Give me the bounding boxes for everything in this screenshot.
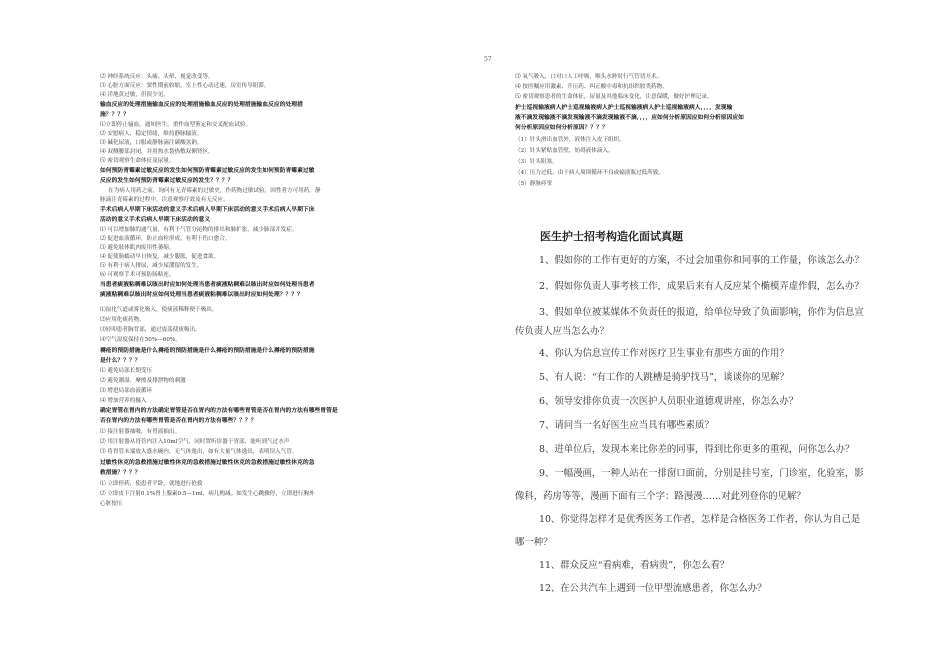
left-line-text: ⑶轻叩患者胸背部，通过震荡使痰吸出。 <box>100 327 201 333</box>
interview-question: 9、一幅漫画，一种人站在一排窗口面前，分别是挂号室，门诊室，化验室，影 <box>539 468 864 479</box>
right-line-heading: 何分析原因应如何分析原因？？？？ <box>515 125 608 131</box>
left-line-heading: 手术后病人早期下床活动的意义手术后病人早期下床活动的意义手术后病人早期下床 <box>100 207 315 213</box>
left-line-text: ⑴ 避免局部长期受压 <box>100 368 153 374</box>
left-line-text: ⑴ 接注射器抽吸，有胃液抽出。 <box>100 429 181 435</box>
left-line-heading: 是什么？？？？ <box>100 358 141 364</box>
right-line-text: ⑶ 氧气吸入，口对口人工呼吸，喉头水肿时行气管切开术。 <box>515 74 663 80</box>
left-line-heading: 救措施？？？？ <box>100 470 141 476</box>
left-line-text: ⑵ 用注射器从胃管内注入10ml空气，同时置听诊器于胃部，能听到气过水声 <box>100 439 290 445</box>
left-line-text: ⑸ 密切观察生命体征及尿量。 <box>100 158 175 164</box>
left-line-heading: 施？？？？ <box>100 112 129 118</box>
left-line-heading: 活动的意义手术后病人早期下床活动的意义 <box>100 217 211 223</box>
left-line-text: ⑶ 心脏方面反应：窦性期前收缩，室上性心动过速，房室传导阻滞。 <box>100 83 270 89</box>
left-line-text: 脉滴注青霉素的过程中，注意观察疗效及有无反应。 <box>100 197 229 203</box>
left-line-text: ⑷ 洋地黄过敏，但很少见。 <box>100 92 169 98</box>
interview-question: 3、假如单位被某媒体不负责任的报道，给单位导致了负面影响，你作为信息宣 <box>539 307 864 318</box>
left-line-text: ⑵ 安慰病人，稳定情绪，维持静脉输液。 <box>100 131 203 137</box>
interview-question: 6、领导安排你负责一次医护人员职业道德观讲座，你怎么办？ <box>539 396 799 407</box>
right-line-text: ⑷ 按医嘱应用激素、升压药、纠正酸中毒和抗组织胺类药物。 <box>515 84 668 90</box>
interview-question: 7、请问当一名好医生应当具有哪些素质？ <box>539 420 714 431</box>
left-line-text: ⑵ 立即皮下注射0.1%肾上腺素0.5—1ml，病儿酌减。如发生心跳骤停，立即进行胸外 <box>100 491 315 497</box>
page-mark: 57 <box>484 56 492 63</box>
interview-question: 10、你觉得怎样才是优秀医务工作者，怎样是合格医务工作者，你认为自己是 <box>539 514 861 525</box>
interview-question: 8、进单位后，发现本来比你差的同事，得到比你更多的重视，问你怎么办？ <box>539 444 855 455</box>
left-line-heading: 否在胃内的方法有哪些胃管是否在胃内的方法有哪些？？？？ <box>100 418 257 424</box>
right-line-text: （2）针头紧贴血管壁，妨碍液体滴入。 <box>515 148 614 154</box>
left-line-text: ⑹ 可观察手术可预防肠粘连。 <box>100 272 175 278</box>
interview-question: 4、你认为信息宣传工作对医疗卫生事业有那些方面的作用？ <box>539 348 789 359</box>
right-line-text: （4）压力过低，由于病人周围循环不良或输液瓶过低所致。 <box>515 170 664 176</box>
left-line-heading: 痰液粘稠难以咳出时应如何处理当患者痰液粘稠难以咳出时应如何处理？？？？ <box>100 292 303 298</box>
interview-question: 11、群众反应“看病难，看病贵”，你怎么看？ <box>539 560 730 571</box>
left-line-text: ⑷空气湿度保持在50%—60%。 <box>100 337 181 343</box>
right-line-heading: 液不滴发现输液不滴发现输液不滴发现输液不滴，，，，应如何分析原因应如何分析原因应如 <box>515 115 744 121</box>
interview-question: 2、假如你负责人事考核工作，成果后来有人反应某个椭模弄虚作假，怎么办？ <box>539 281 864 292</box>
left-line-heading: 过敏性休克的急救措施过敏性休克的急救措施过敏性休克的急救措施过敏性休克的急 <box>100 460 315 466</box>
left-line-text: ⑶ 碱化尿液，口服或静脉滴注碳酸氢钠。 <box>100 140 203 146</box>
interview-question: 1、假如你的工作有更好的方案，不过会加重你和同事的工作量，你该怎么办？ <box>539 255 864 266</box>
left-line-text: ⑴ 立即停药，使患者平卧，就地进行抢救 <box>100 481 203 487</box>
left-line-heading: 反应的发生如何预防青霉素过敏反应的发生？？？？ <box>100 178 234 184</box>
left-line-text: ⑵应用化痰药物。 <box>100 317 145 323</box>
left-line-text: ⑷ 双侧腰部封闭，并用热水袋热敷双侧肾区。 <box>100 149 214 155</box>
interview-question: 传负责人应当怎么办？ <box>515 326 609 337</box>
left-line-heading: 输血反应的处理措施输血反应的处理措施输血反应的处理措施输血反应的处理措 <box>100 102 303 108</box>
left-line-text: ⑶ 增进局部血液循环 <box>100 388 153 394</box>
right-line-text: ⑸ 密切观察患者的生命体征，尿量及其他临床变化，注意保暖，做好护理记录。 <box>515 94 713 100</box>
right-line-heading: 护士巡视输液病人护士巡视输液病人护士巡视输液病人护士巡视输液病人，，，，发现输 <box>515 105 733 111</box>
left-line-text: ⑴湿化气道或雾化吸入，使痰液稀释便于吸出。 <box>100 307 218 313</box>
interview-question: 5、有人说：“有工作的人跳槽是骑驴找马”，谈谈你的见解？ <box>539 372 789 383</box>
left-line-heading: 如何预防青霉素过敏反应的发生如何预防青霉素过敏反应的发生如何预防青霉素过敏 <box>100 168 315 174</box>
left-line-text: 在为病人用药之前，询问有无青霉素的过敏史，作药物过敏试验，因性者方可用药。静 <box>108 188 321 194</box>
left-line-heading: 褥疮的预防措施是什么褥疮的预防措施是什么褥疮的预防措施是什么褥疮的预防措施 <box>100 348 315 354</box>
left-line-text: ⑸ 有利于病人排尿，减少尿潴留的发生。 <box>100 263 203 269</box>
left-line-heading: 当患者痰液粘稠难以咳出时应如何处理当患者痰液粘稠难以咳出时应如何处理当患者 <box>100 282 315 288</box>
left-line-heading: 确定胃管在胃内的方法确定胃管是否在胃内的方法有哪些胃管是否在胃内的方法有哪些胃管是 <box>100 408 338 414</box>
left-line-text: ⑵ 促进血液循环，防止血栓形成，有利于伤口愈合。 <box>100 236 231 242</box>
left-line-text: 心脏按压 <box>100 501 123 507</box>
interview-question: 像科，药房等等，漫画下面有三个字：路漫漫……对此列登你的见解？ <box>515 491 806 502</box>
interview-question: 12、在公共汽车上遇到一位甲型流感患者，你怎么办？ <box>539 583 767 594</box>
left-line-text: ⑵ 避免潮湿、摩擦及排泄物的刺激 <box>100 378 186 384</box>
left-line-text: ⑴ 可以增加肺的通气量，有利于气管分泌物的排出和肺扩张，减少肺部并发症。 <box>100 227 298 233</box>
left-line-text: ⑷ 促使肠蠕动早日恢复，减少腹胀，促进食欲。 <box>100 254 220 260</box>
interview-title: 医生护士招考构造化面试真题 <box>540 230 683 243</box>
left-line-text: ⑷ 增加营养的摄入 <box>100 398 147 404</box>
right-line-text: （1）针头滑出血管外，液体注入皮下组织。 <box>515 137 625 143</box>
right-line-text: （3）针头阻塞。 <box>515 159 558 165</box>
left-line-text: ⑴立即停止输血，通知医生，重作血型鉴定和交叉配血试验。 <box>100 122 252 128</box>
left-line-text: ⑵ 神经系统反应：头痛、头晕、视觉改变等。 <box>100 74 214 80</box>
right-line-text: （5）静脉痉挛 <box>515 181 553 187</box>
interview-question: 哪一种？ <box>515 537 553 548</box>
left-line-text: ⑶ 避免肢体肌肉废用性萎缩。 <box>100 245 175 251</box>
left-line-text: ⑶ 将胃管末端放入盛水碗内，无气体逸出，如有大量气体逸出，表明误入气管。 <box>100 449 298 455</box>
